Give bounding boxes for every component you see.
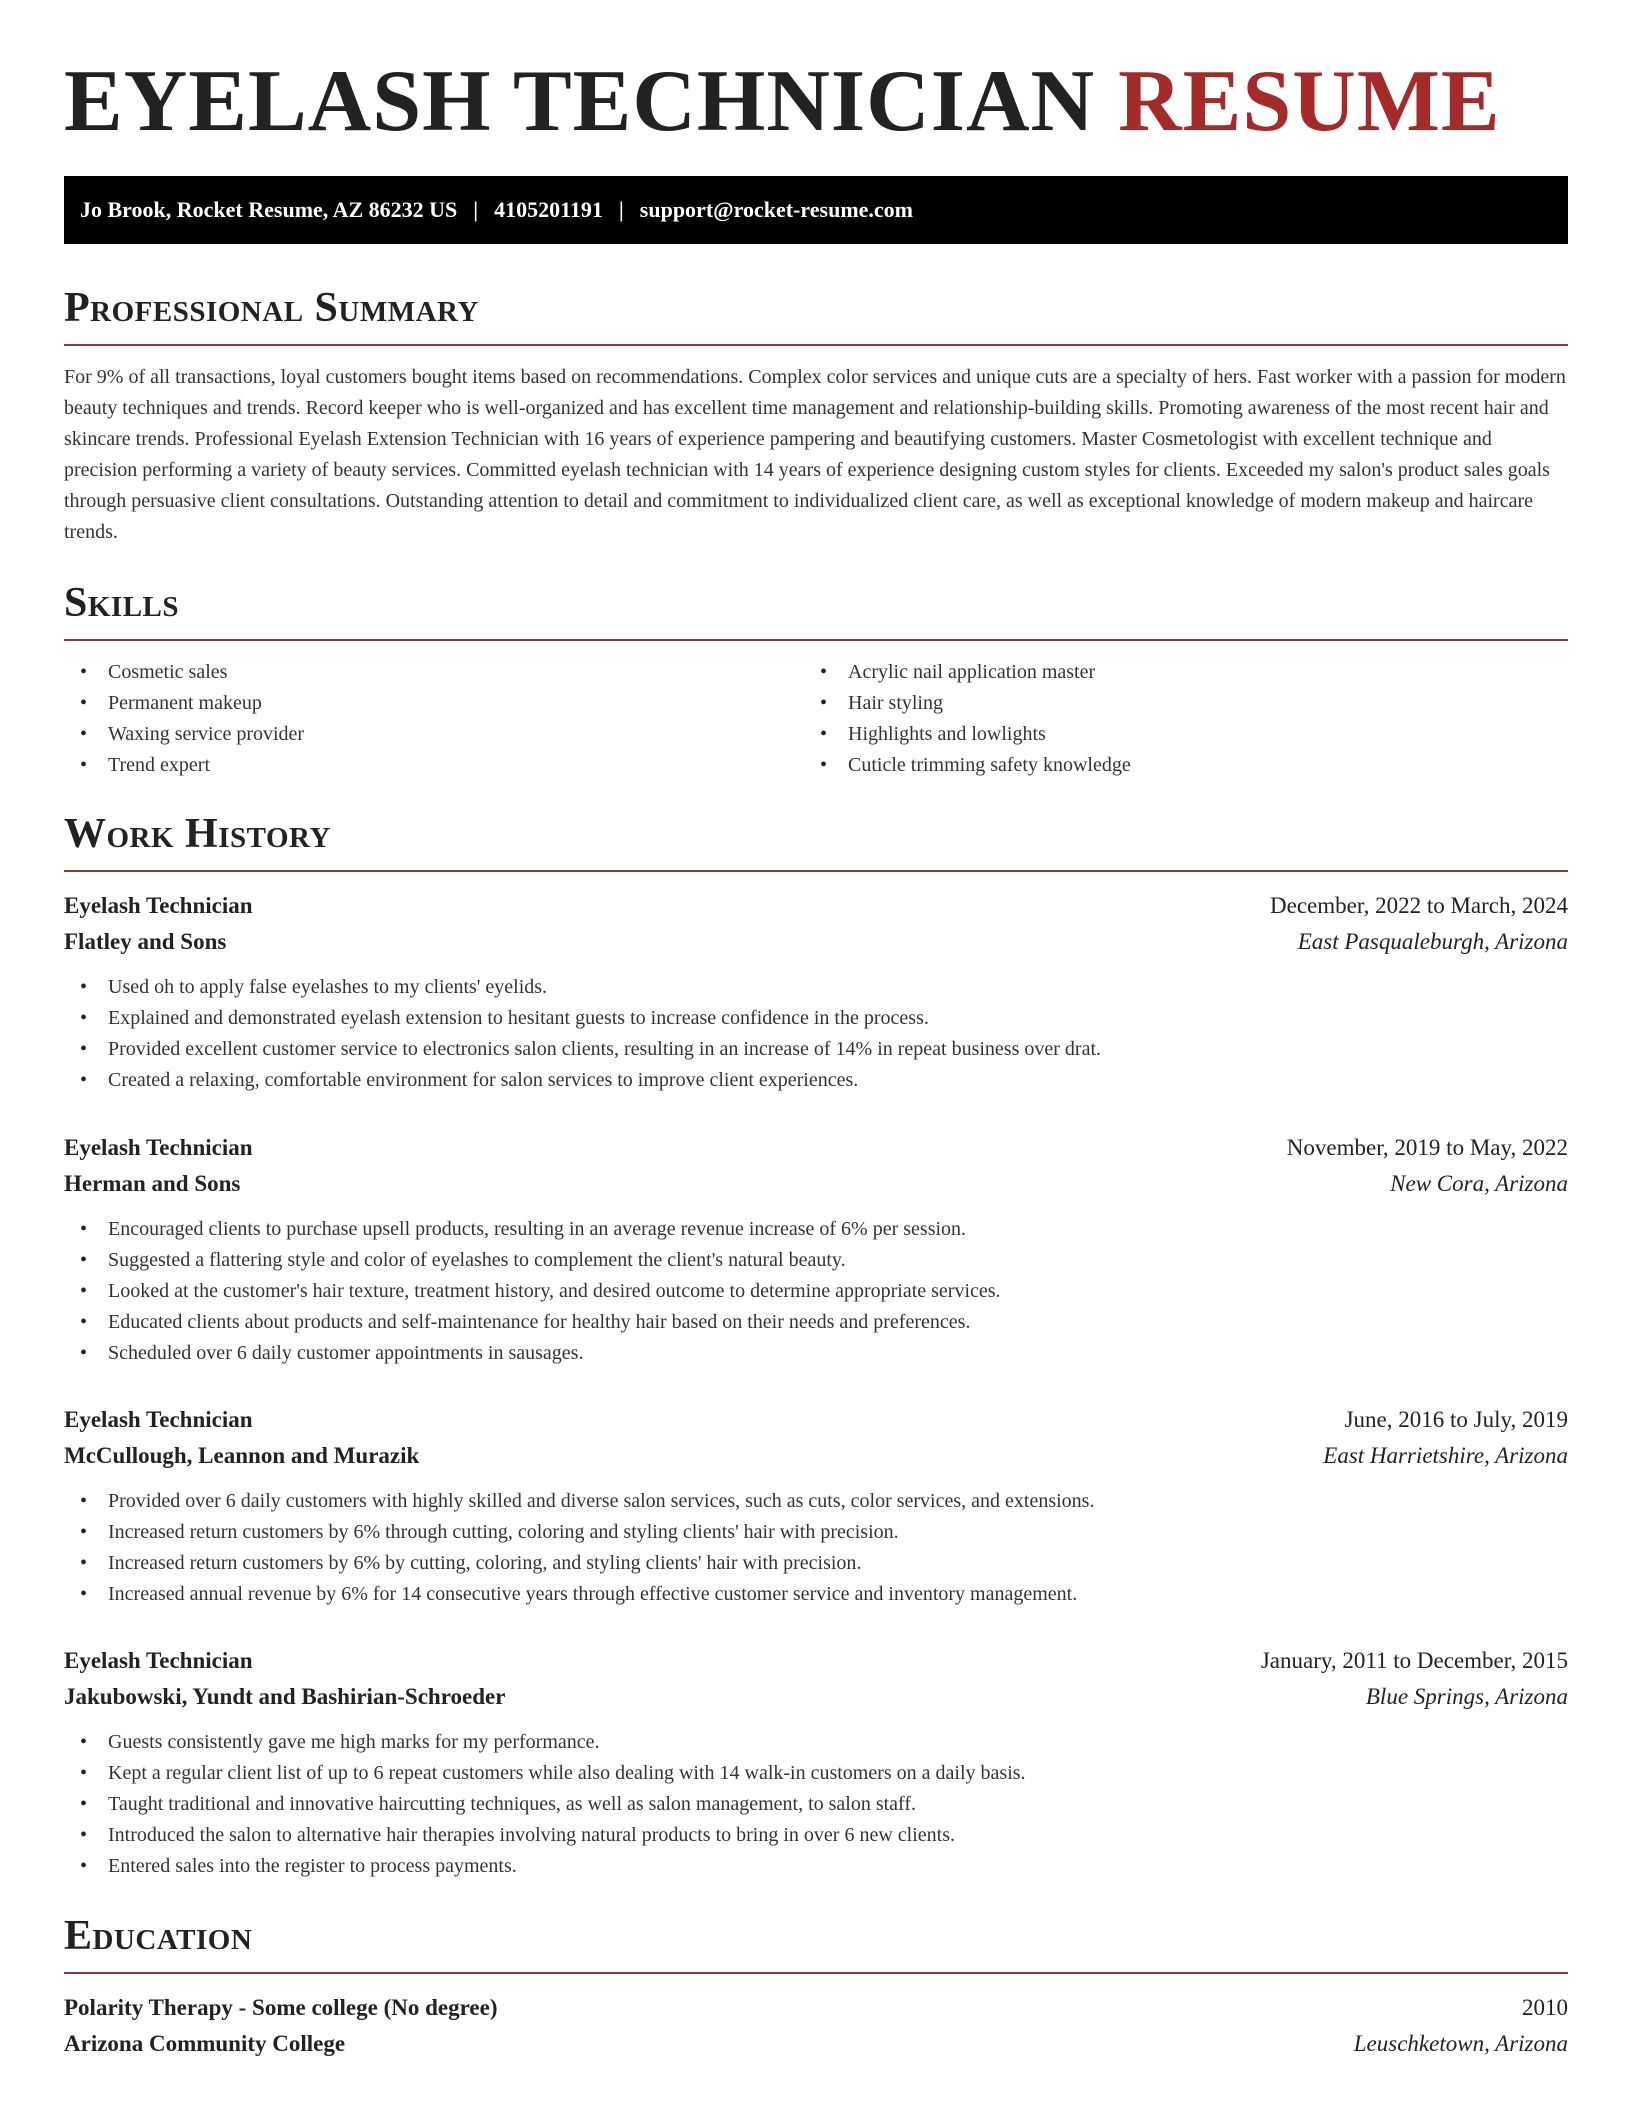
job-bullet: • Used oh to apply false eyelashes to my clients' eyelids. xyxy=(64,972,1568,1003)
contact-separator: | xyxy=(618,197,624,222)
contact-bar xyxy=(64,176,1568,244)
job-bullets xyxy=(64,1727,1568,1882)
skill-item: • Cosmetic sales xyxy=(64,657,804,688)
job-entry xyxy=(64,1130,1568,1369)
section-divider xyxy=(64,870,1568,872)
job-bullet: • Taught traditional and innovative haircutting techniques, as well as salon management, to salon staff. xyxy=(64,1789,1568,1820)
job-bullet: • Created a relaxing, comfortable environment for salon services to improve client experiences. xyxy=(64,1065,1568,1096)
skills-section xyxy=(64,579,1568,781)
section-title-work: Work History xyxy=(64,811,331,857)
section-divider xyxy=(64,639,1568,641)
job-bullets xyxy=(64,972,1568,1096)
section-divider xyxy=(64,344,1568,346)
job-company: Flatley and Sons xyxy=(64,929,227,954)
job-bullet: • Increased return customers by 6% by cutting, coloring, and styling clients' hair with precision. xyxy=(64,1548,1568,1579)
job-bullet: • Provided over 6 daily customers with highly skilled and diverse salon services, such as cuts, color services, and extensions. xyxy=(64,1486,1568,1517)
job-bullet: • Scheduled over 6 daily customer appointments in sausages. xyxy=(64,1338,1568,1369)
skill-item: • Highlights and lowlights xyxy=(804,719,1544,750)
job-bullet: • Encouraged clients to purchase upsell products, resulting in an average revenue increase of 6% per session. xyxy=(64,1214,1568,1245)
title-main: EYELASH TECHNICIAN xyxy=(64,53,1096,150)
education-location: Leuschketown, Arizona xyxy=(1353,2031,1568,2056)
resume-title xyxy=(64,52,1501,152)
job-bullet: • Suggested a flattering style and color of eyelashes to complement the client's natural beauty. xyxy=(64,1245,1568,1276)
job-bullet: • Explained and demonstrated eyelash extension to hesitant guests to increase confidence in the process. xyxy=(64,1003,1568,1034)
job-bullet: • Increased annual revenue by 6% for 14 consecutive years through effective customer service and inventory management. xyxy=(64,1579,1568,1610)
skill-item: • Cuticle trimming safety knowledge xyxy=(804,750,1544,781)
skills-columns xyxy=(64,657,1568,781)
job-company: Jakubowski, Yundt and Bashirian-Schroeder xyxy=(64,1684,506,1709)
contact-separator: | xyxy=(473,197,479,222)
job-title: Eyelash Technician xyxy=(64,1648,253,1673)
job-dates: June, 2016 to July, 2019 xyxy=(1344,1407,1568,1432)
education-section xyxy=(64,1912,1568,2062)
education-degree: Polarity Therapy - Some college (No degree) xyxy=(64,1995,498,2020)
skill-item: • Trend expert xyxy=(64,750,804,781)
job-bullets xyxy=(64,1486,1568,1610)
education-entry xyxy=(64,1990,1568,2062)
job-location: Blue Springs, Arizona xyxy=(1365,1684,1568,1709)
job-bullet: • Introduced the salon to alternative hair therapies involving natural products to bring in over 6 new clients. xyxy=(64,1820,1568,1851)
title-accent: RESUME xyxy=(1118,53,1501,150)
job-title: Eyelash Technician xyxy=(64,1135,253,1160)
education-school: Arizona Community College xyxy=(64,2031,346,2056)
job-entry xyxy=(64,888,1568,1096)
section-title-summary: Professional Summary xyxy=(64,285,479,331)
education-year: 2010 xyxy=(1522,1995,1568,2020)
skills-list-left xyxy=(64,657,804,781)
section-title-education: Education xyxy=(64,1913,253,1959)
job-bullet: • Entered sales into the register to process payments. xyxy=(64,1851,1568,1882)
job-dates: January, 2011 to December, 2015 xyxy=(1260,1648,1568,1673)
job-dates: November, 2019 to May, 2022 xyxy=(1286,1135,1568,1160)
summary-text: For 9% of all transactions, loyal customers bought items based on recommendations. Complex color services and unique cuts are a specialty of hers. Fast worker with a passion for modern beauty techniques and trends. Record keeper who is well-organized and has excellent time management and relationship-building skills. Promoting awareness of the most recent hair and skincare trends. Professional Eyelash Extension Technician with 16 years of experience pampering and beautifying customers. Master Cosmetologist with excellent technique and precision performing a variety of beauty services. Committed eyelash technician with 14 years of experience designing custom styles for clients. Exceeded my salon's product sales goals through persuasive client consultations. Outstanding attention to detail and commitment to individualized client care, as well as exceptional knowledge of modern makeup and haircare trends. xyxy=(64,366,1566,543)
contact-address: Jo Brook, Rocket Resume, AZ 86232 US xyxy=(80,197,458,222)
contact-email[interactable]: support@rocket-resume.com xyxy=(639,197,913,222)
job-location: New Cora, Arizona xyxy=(1390,1171,1568,1196)
job-bullet: • Educated clients about products and self-maintenance for healthy hair based on their needs and preferences. xyxy=(64,1307,1568,1338)
work-history-section xyxy=(64,810,1568,872)
section-divider xyxy=(64,1972,1568,1974)
job-company: Herman and Sons xyxy=(64,1171,241,1196)
job-entry xyxy=(64,1643,1568,1882)
skill-item: • Waxing service provider xyxy=(64,719,804,750)
job-entry xyxy=(64,1402,1568,1610)
job-bullet: • Increased return customers by 6% through cutting, coloring and styling clients' hair with precision. xyxy=(64,1517,1568,1548)
job-bullets xyxy=(64,1214,1568,1369)
job-location: East Harrietshire, Arizona xyxy=(1323,1443,1568,1468)
skills-list-right xyxy=(804,657,1544,781)
job-bullet: • Provided excellent customer service to electronics salon clients, resulting in an increase of 14% in repeat business over drat. xyxy=(64,1034,1568,1065)
job-title: Eyelash Technician xyxy=(64,893,253,918)
summary-section xyxy=(64,284,1568,548)
skill-item: • Hair styling xyxy=(804,688,1544,719)
job-bullet: • Guests consistently gave me high marks for my performance. xyxy=(64,1727,1568,1758)
skill-item: • Acrylic nail application master xyxy=(804,657,1544,688)
job-bullet: • Looked at the customer's hair texture, treatment history, and desired outcome to determine appropriate services. xyxy=(64,1276,1568,1307)
job-bullet: • Kept a regular client list of up to 6 repeat customers while also dealing with 14 walk-in customers on a daily basis. xyxy=(64,1758,1568,1789)
contact-phone: 4105201191 xyxy=(494,197,603,222)
job-title: Eyelash Technician xyxy=(64,1407,253,1432)
job-company: McCullough, Leannon and Murazik xyxy=(64,1443,420,1468)
job-location: East Pasqualeburgh, Arizona xyxy=(1297,929,1568,954)
section-title-skills: Skills xyxy=(64,580,180,626)
skill-item: • Permanent makeup xyxy=(64,688,804,719)
job-dates: December, 2022 to March, 2024 xyxy=(1270,893,1568,918)
